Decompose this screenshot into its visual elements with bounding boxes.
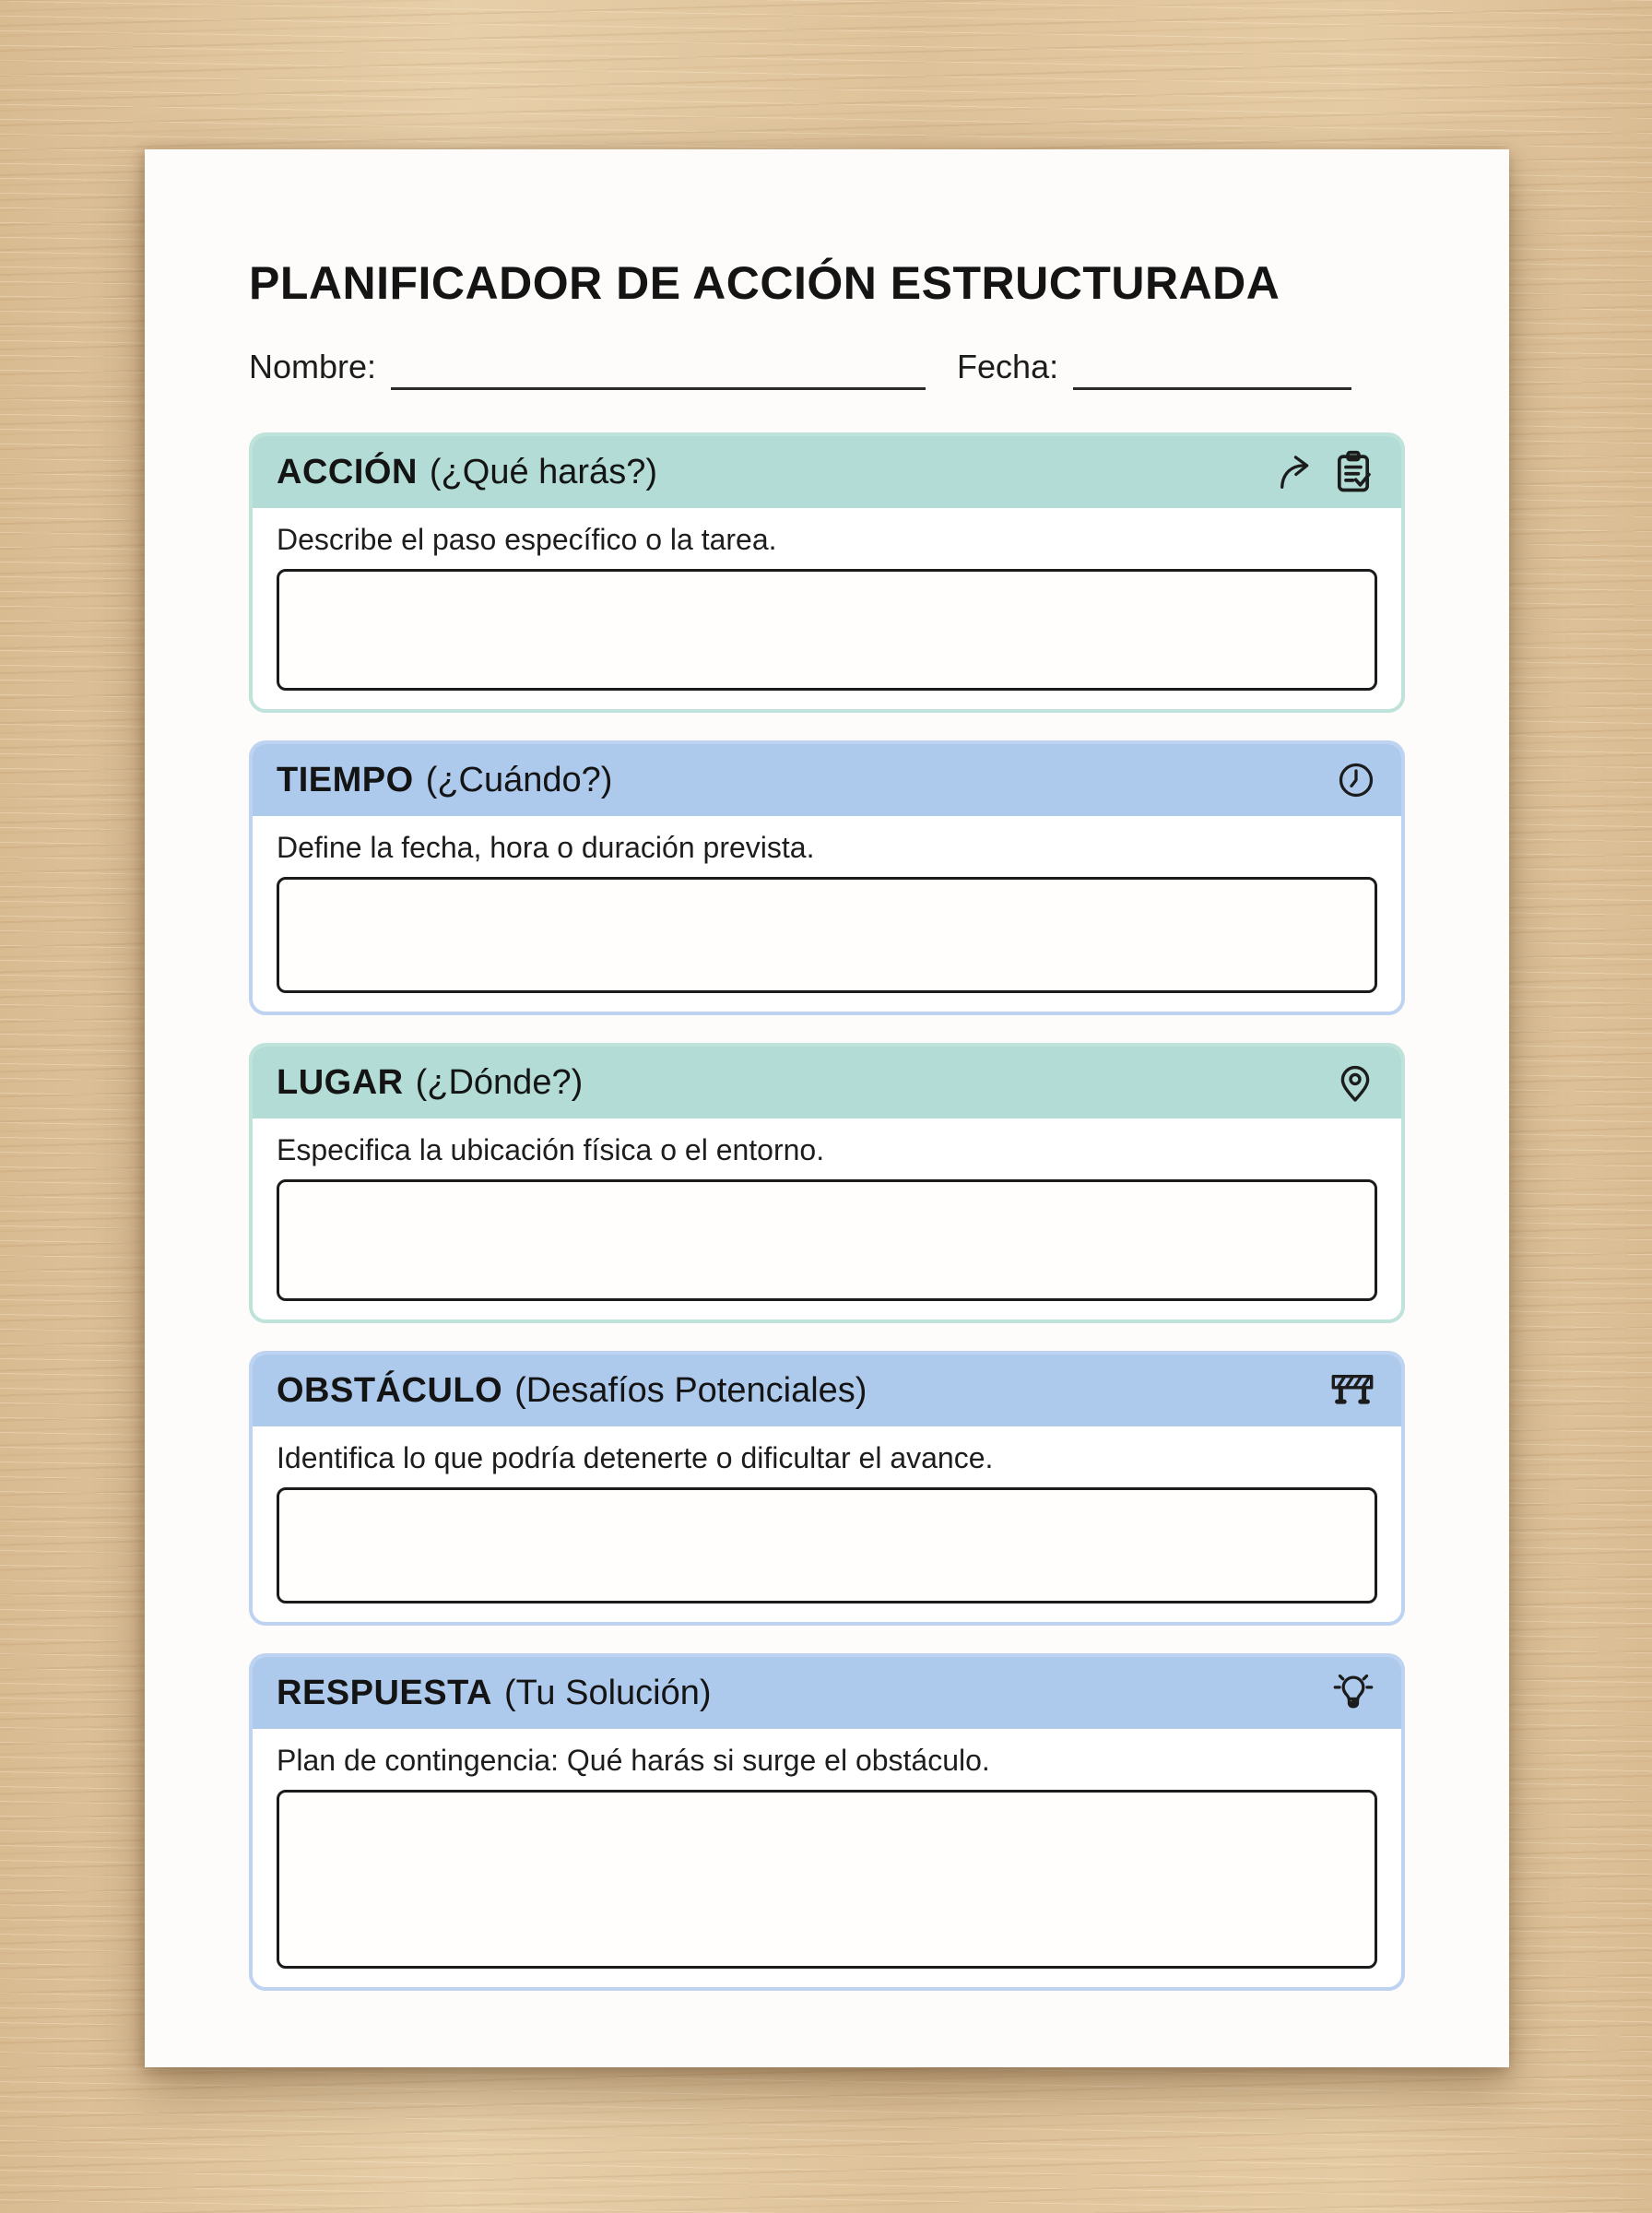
lightbulb-icon <box>1329 1669 1377 1717</box>
section-tiempo-body <box>253 816 1401 1012</box>
clipboard-check-icon <box>1329 448 1377 496</box>
name-label: Nombre: <box>249 348 377 385</box>
section-accion-subtitle: (¿Qué harás?) <box>429 452 657 491</box>
section-tiempo-header <box>253 744 1401 816</box>
section-accion <box>249 432 1405 713</box>
section-tiempo-subtitle: (¿Cuándo?) <box>425 760 613 799</box>
section-lugar-title: LUGAR <box>277 1062 404 1102</box>
section-respuesta-title: RESPUESTA <box>277 1673 492 1712</box>
section-lugar-icons <box>1333 1060 1377 1105</box>
section-obstaculo-header <box>253 1355 1401 1426</box>
section-respuesta-body <box>253 1729 1401 1987</box>
share-arrow-icon <box>1276 451 1318 493</box>
section-respuesta <box>249 1653 1405 1991</box>
section-respuesta-subtitle: (Tu Solución) <box>503 1673 712 1712</box>
section-obstaculo-description: Identifica lo que podría detenerte o dificultar el avance. <box>277 1441 994 1474</box>
tiempo-write-box[interactable] <box>277 877 1377 993</box>
clock-icon <box>1335 759 1377 801</box>
section-tiempo-title: TIEMPO <box>277 760 414 799</box>
barrier-icon <box>1328 1366 1377 1415</box>
respuesta-write-box[interactable] <box>277 1790 1377 1969</box>
name-date-row <box>249 347 1405 390</box>
section-lugar <box>249 1043 1405 1323</box>
section-obstaculo-subtitle: (Desafíos Potenciales) <box>514 1370 867 1410</box>
section-lugar-subtitle: (¿Dónde?) <box>415 1062 584 1102</box>
section-respuesta-description: Plan de contingencia: Qué harás si surge el obstáculo. <box>277 1744 990 1777</box>
section-accion-title: ACCIÓN <box>277 452 418 491</box>
page-title: PLANIFICADOR DE ACCIÓN ESTRUCTURADA <box>249 257 1280 309</box>
date-label: Fecha: <box>957 348 1059 385</box>
section-lugar-description: Especifica la ubicación física o el entorno. <box>277 1133 825 1166</box>
date-input-line[interactable] <box>1073 347 1351 390</box>
section-accion-description: Describe el paso específico o la tarea. <box>277 523 777 556</box>
obstaculo-write-box[interactable] <box>277 1487 1377 1604</box>
location-pin-icon <box>1333 1060 1377 1105</box>
section-obstaculo-title: OBSTÁCULO <box>277 1370 503 1410</box>
section-lugar-body <box>253 1118 1401 1320</box>
section-obstaculo <box>249 1351 1405 1626</box>
section-lugar-header <box>253 1047 1401 1118</box>
section-respuesta-icons <box>1329 1669 1377 1717</box>
section-obstaculo-icons <box>1328 1366 1377 1415</box>
planner-page <box>145 149 1509 2067</box>
section-accion-icons <box>1276 448 1377 496</box>
section-accion-body <box>253 508 1401 709</box>
section-respuesta-header <box>253 1657 1401 1729</box>
section-tiempo <box>249 740 1405 1015</box>
section-tiempo-description: Define la fecha, hora o duración prevista. <box>277 831 815 864</box>
section-obstaculo-body <box>253 1426 1401 1622</box>
lugar-write-box[interactable] <box>277 1179 1377 1301</box>
name-input-line[interactable] <box>391 347 926 390</box>
section-accion-header <box>253 436 1401 508</box>
section-tiempo-icons <box>1335 759 1377 801</box>
accion-write-box[interactable] <box>277 569 1377 691</box>
